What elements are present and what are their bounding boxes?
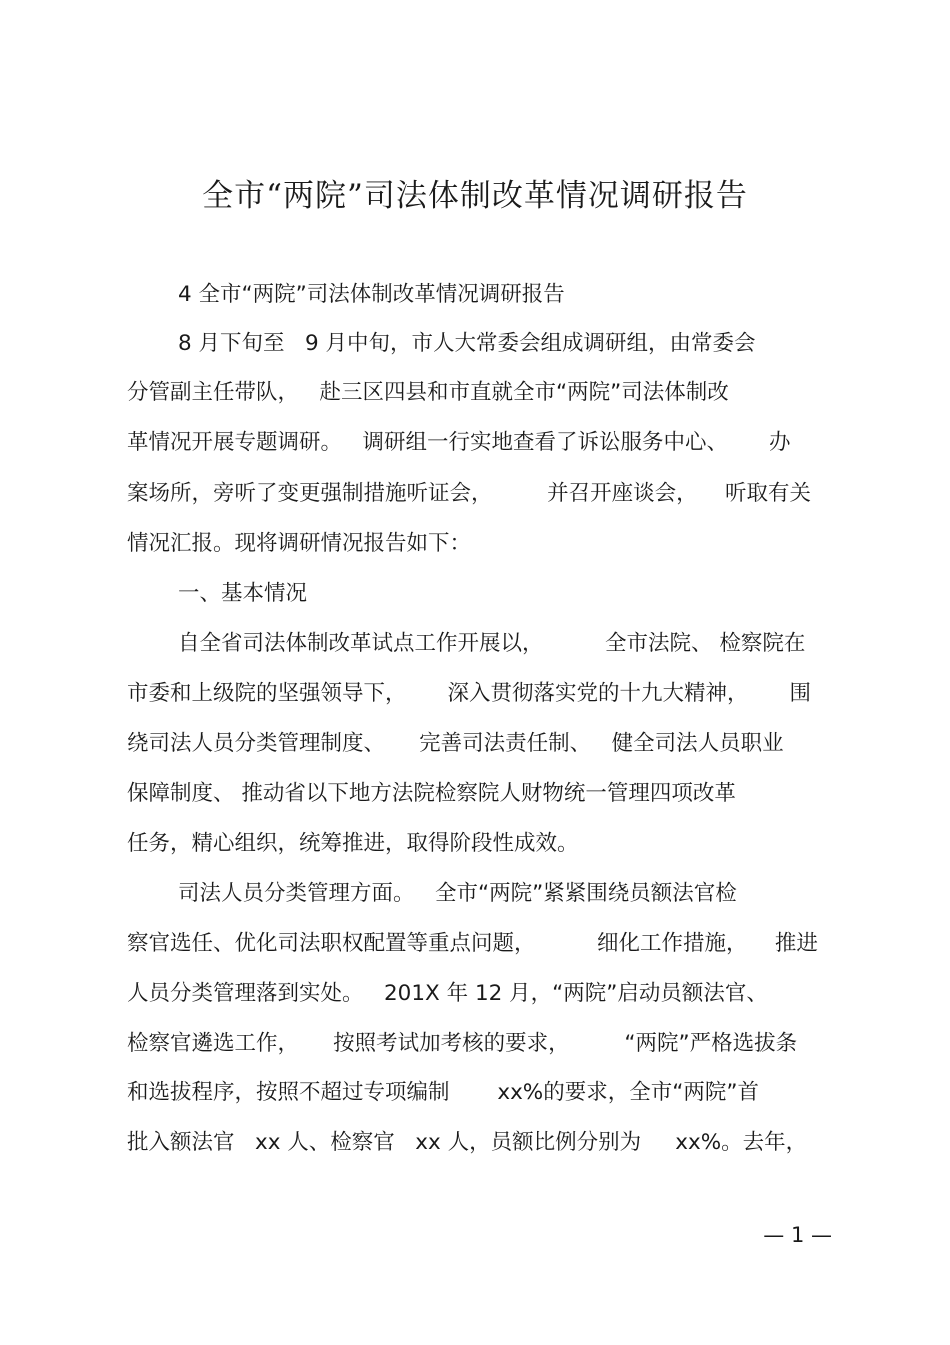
document-title: 全市“两院”司法体制改革情况调研报告 [202, 178, 748, 214]
page-number: — 1 — [763, 1223, 832, 1247]
paragraph-line: 绕司法人员分类管理制度、 完善司法责任制、 健全司法人员职业 [127, 731, 784, 756]
paragraph-line: 人员分类管理落到实处。 201X 年 12 月，“两院”启动员额法官、 [127, 981, 768, 1006]
paragraph-line: 4 全市“两院”司法体制改革情况调研报告 [178, 282, 565, 307]
section-heading: 一、基本情况 [178, 581, 308, 606]
paragraph-line: 情况汇报。现将调研情况报告如下： [127, 531, 472, 556]
paragraph-line: 批入额法官 xx 人、检察官 xx 人，员额比例分别为 xx%。去年， [127, 1130, 808, 1155]
paragraph-line: 察官选任、优化司法职权配置等重点问题， 细化工作措施， 推进 [127, 931, 818, 956]
paragraph-line: 市委和上级院的坚强领导下， 深入贯彻落实党的十九大精神， 围 [127, 681, 812, 706]
paragraph-line: 分管副主任带队， 赴三区四县和市直就全市“两院”司法体制改 [127, 380, 729, 405]
paragraph-line: 革情况开展专题调研。 调研组一行实地查看了诉讼服务中心、 办 [127, 430, 791, 455]
paragraph-line: 案场所，旁听了变更强制措施听证会， 并召开座谈会， 听取有关 [127, 481, 812, 506]
paragraph-line: 司法人员分类管理方面。 全市“两院”紧紧围绕员额法官检 [178, 881, 737, 906]
paragraph-line: 和选拔程序，按照不超过专项编制 xx%的要求，全市“两院”首 [127, 1080, 759, 1105]
paragraph-line: 检察官遴选工作， 按照考试加考核的要求， “两院”严格选拔条 [127, 1031, 798, 1056]
paragraph-line: 8 月下旬至 9 月中旬，市人大常委会组成调研组，由常委会 [178, 331, 756, 356]
paragraph-line: 保障制度、 推动省以下地方法院检察院人财物统一管理四项改革 [127, 781, 736, 806]
paragraph-line: 任务，精心组织，统筹推进，取得阶段性成效。 [127, 831, 579, 856]
paragraph-line: 自全省司法体制改革试点工作开展以， 全市法院、 检察院在 [178, 631, 806, 656]
